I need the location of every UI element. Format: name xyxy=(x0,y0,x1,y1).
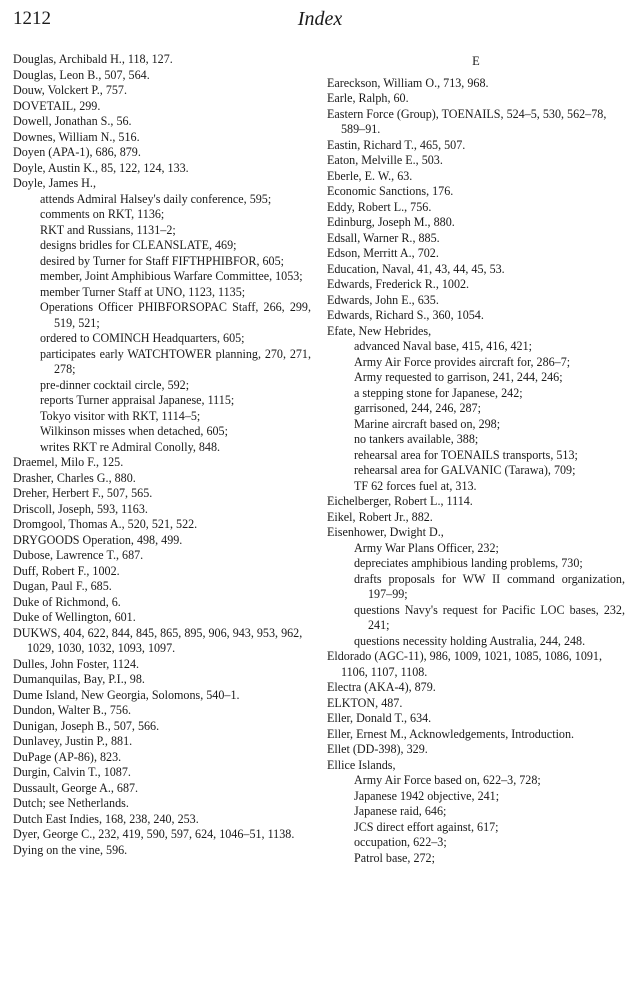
index-entry: Douglas, Archibald H., 118, 127. xyxy=(13,52,173,66)
index-entry: Doyle, Austin K., 85, 122, 124, 133. xyxy=(13,160,189,175)
index-entry: Duke of Wellington, 601. xyxy=(13,610,136,624)
index-subentry: Army requested to garrison, 241, 244, 246; xyxy=(354,370,563,384)
index-entry: Dowell, Jonathan S., 56. xyxy=(13,114,132,128)
index-subentry: Army War Plans Officer, 232; xyxy=(354,540,499,555)
index-subentry: ordered to COMINCH Headquarters, 605; xyxy=(40,331,245,345)
index-entry: Dunlavey, Justin P., 881. xyxy=(13,734,133,748)
index-entry: Drasher, Charles G., 880. xyxy=(13,470,136,485)
index-entry: Ellet (DD-398), 329. xyxy=(327,742,428,756)
index-entry: Dugan, Paul F., 685. xyxy=(13,579,112,593)
index-subentry: Army Air Force provides aircraft for, 286–7; xyxy=(354,354,571,369)
index-entry: Electra (AKA-4), 879. xyxy=(327,680,436,694)
index-entry: DOVETAIL, 299. xyxy=(13,98,101,113)
index-entry: Edinburg, Joseph M., 880. xyxy=(327,215,455,229)
index-entry: Dying on the vine, 596. xyxy=(13,842,128,857)
index-entry: Driscoll, Joseph, 593, 1163. xyxy=(13,501,148,516)
index-subentry: member Turner Staff at UNO, 1123, 1135; xyxy=(40,284,246,299)
index-entry: Eisenhower, Dwight D., xyxy=(327,525,444,539)
index-subentry: advanced Naval base, 415, 416, 421; xyxy=(354,339,532,353)
index-subentry: Japanese raid, 646; xyxy=(354,804,447,818)
index-subentry: a stepping stone for Japanese, 242; xyxy=(354,385,523,400)
index-subentry: comments on RKT, 1136; xyxy=(40,207,165,221)
index-subentry: writes RKT re Admiral Conolly, 848. xyxy=(40,439,221,454)
index-entry: Durgin, Calvin T., 1087. xyxy=(13,765,131,779)
index-subentry: occupation, 622–3; xyxy=(354,835,447,849)
index-entry: Duff, Robert F., 1002. xyxy=(13,563,120,578)
index-subentry: Patrol base, 272; xyxy=(354,850,435,865)
index-subentry: Tokyo visitor with RKT, 1114–5; xyxy=(40,408,201,423)
index-column-right xyxy=(327,52,625,866)
index-entry: Draemel, Milo F., 125. xyxy=(13,455,124,469)
index-entry: Eaton, Melville E., 503. xyxy=(327,153,443,167)
index-subentry: member, Joint Amphibious Warfare Committee, 1053; xyxy=(40,269,303,283)
index-entry: Edsall, Warner R., 885. xyxy=(327,230,440,245)
index-entry: Eareckson, William O., 713, 968. xyxy=(327,75,489,90)
index-entry: Eldorado (AGC-11), 986, 1009, 1021, 1085, 1086, 1091, 1106, 1107, 1108. xyxy=(327,649,602,679)
index-entry: Edwards, Richard S., 360, 1054. xyxy=(327,308,484,322)
index-entry: Duke of Richmond, 6. xyxy=(13,594,121,609)
index-entry: Eberle, E. W., 63. xyxy=(327,168,413,183)
index-entry: Edson, Merritt A., 702. xyxy=(327,246,439,260)
index-subentry: questions Navy's request for Pacific LOC bases, 232, 241; xyxy=(354,602,625,632)
index-entry: Douglas, Leon B., 507, 564. xyxy=(13,67,150,82)
index-entry: DuPage (AP-86), 823. xyxy=(13,749,122,764)
index-subentry: depreciates amphibious landing problems, 730; xyxy=(354,556,583,570)
index-entry: Eller, Ernest M., Acknowledgements, Introduction. xyxy=(327,726,575,741)
index-entry: Ellice Islands, xyxy=(327,757,396,772)
index-entry: Efate, New Hebrides, xyxy=(327,323,432,338)
index-column-left xyxy=(13,52,311,858)
running-head: Index xyxy=(297,8,343,30)
index-subentry: Marine aircraft based on, 298; xyxy=(354,416,501,431)
index-subentry: RKT and Russians, 1131–2; xyxy=(40,222,176,237)
index-entry: Economic Sanctions, 176. xyxy=(327,184,454,198)
index-subentry: desired by Turner for Staff FIFTHPHIBFOR, 605; xyxy=(40,253,285,268)
index-subentry: no tankers available, 388; xyxy=(354,432,479,446)
index-subentry: Army Air Force based on, 622–3, 728; xyxy=(354,773,541,787)
index-entry: Dyer, George C., 232, 419, 590, 597, 624, 1046–51, 1138. xyxy=(13,827,295,841)
index-entry: DRYGOODS Operation, 498, 499. xyxy=(13,532,183,547)
index-entry: Doyle, James H., xyxy=(13,176,96,190)
index-entry: Edwards, Frederick R., 1002. xyxy=(327,277,470,291)
index-entry: Eikel, Robert Jr., 882. xyxy=(327,509,433,524)
index-subentry: rehearsal area for TOENAILS transports, 513; xyxy=(354,447,578,462)
index-entry: Eastin, Richard T., 465, 507. xyxy=(327,137,466,152)
index-subentry: pre-dinner cocktail circle, 592; xyxy=(40,377,190,392)
index-entry: Dubose, Lawrence T., 687. xyxy=(13,548,144,562)
index-subentry: participates early WATCHTOWER planning, 270, 271, 278; xyxy=(40,346,311,376)
index-entry: Dromgool, Thomas A., 520, 521, 522. xyxy=(13,517,198,531)
index-entry: Dume Island, New Georgia, Solomons, 540–1. xyxy=(13,687,240,702)
index-entry: Eddy, Robert L., 756. xyxy=(327,199,432,214)
index-entry: Education, Naval, 41, 43, 44, 45, 53. xyxy=(327,261,505,276)
section-letter: E xyxy=(472,54,480,68)
index-subentry: Operations Officer PHIBFORSOPAC Staff, 266, 299, 519, 521; xyxy=(40,300,311,330)
index-entry: DUKWS, 404, 622, 844, 845, 865, 895, 906, 943, 953, 962, 1029, 1030, 1032, 1093, 1097. xyxy=(13,625,303,655)
index-entry: Dumanquilas, Bay, P.I., 98. xyxy=(13,672,145,686)
index-entry: Douw, Volckert P., 757. xyxy=(13,83,127,97)
index-entry: Dundon, Walter B., 756. xyxy=(13,703,132,717)
index-entry: ELKTON, 487. xyxy=(327,695,403,710)
index-subentry: questions necessity holding Australia, 244, 248. xyxy=(354,633,586,648)
index-entry: Earle, Ralph, 60. xyxy=(327,91,409,105)
index-subentry: TF 62 forces fuel at, 313. xyxy=(354,478,477,493)
index-subentry: reports Turner appraisal Japanese, 1115; xyxy=(40,393,235,407)
index-subentry: garrisoned, 244, 246, 287; xyxy=(354,401,481,415)
index-subentry: designs bridles for CLEANSLATE, 469; xyxy=(40,238,237,252)
index-subentry: drafts proposals for WW II command organization, 197–99; xyxy=(354,571,625,601)
index-entry: Downes, William N., 516. xyxy=(13,129,140,144)
index-entries-right xyxy=(327,76,625,867)
index-subentry: JCS direct effort against, 617; xyxy=(354,819,499,834)
index-entry: Eller, Donald T., 634. xyxy=(327,711,432,725)
index-entry: Doyen (APA-1), 686, 879. xyxy=(13,145,141,159)
index-entry: Eichelberger, Robert L., 1114. xyxy=(327,494,473,508)
index-entry: Edwards, John E., 635. xyxy=(327,292,439,307)
page-number: 1212 xyxy=(13,8,51,29)
page-header xyxy=(0,8,640,38)
index-entry: Dulles, John Foster, 1124. xyxy=(13,656,140,671)
index-entry: Eastern Force (Group), TOENAILS, 524–5, 530, 562–78, 589–91. xyxy=(327,106,607,136)
index-subentry: attends Admiral Halsey's daily conference, 595; xyxy=(40,191,272,206)
index-subentry: Japanese 1942 objective, 241; xyxy=(354,788,500,803)
index-entry: Dutch; see Netherlands. xyxy=(13,796,129,810)
index-entry: Dutch East Indies, 168, 238, 240, 253. xyxy=(13,811,199,826)
index-entry: Dreher, Herbert F., 507, 565. xyxy=(13,486,153,500)
index-subentry: rehearsal area for GALVANIC (Tarawa), 709; xyxy=(354,463,576,477)
index-subentry: Wilkinson misses when detached, 605; xyxy=(40,424,228,438)
index-entry: Dussault, George A., 687. xyxy=(13,780,139,795)
index-entry: Dunigan, Joseph B., 507, 566. xyxy=(13,718,160,733)
